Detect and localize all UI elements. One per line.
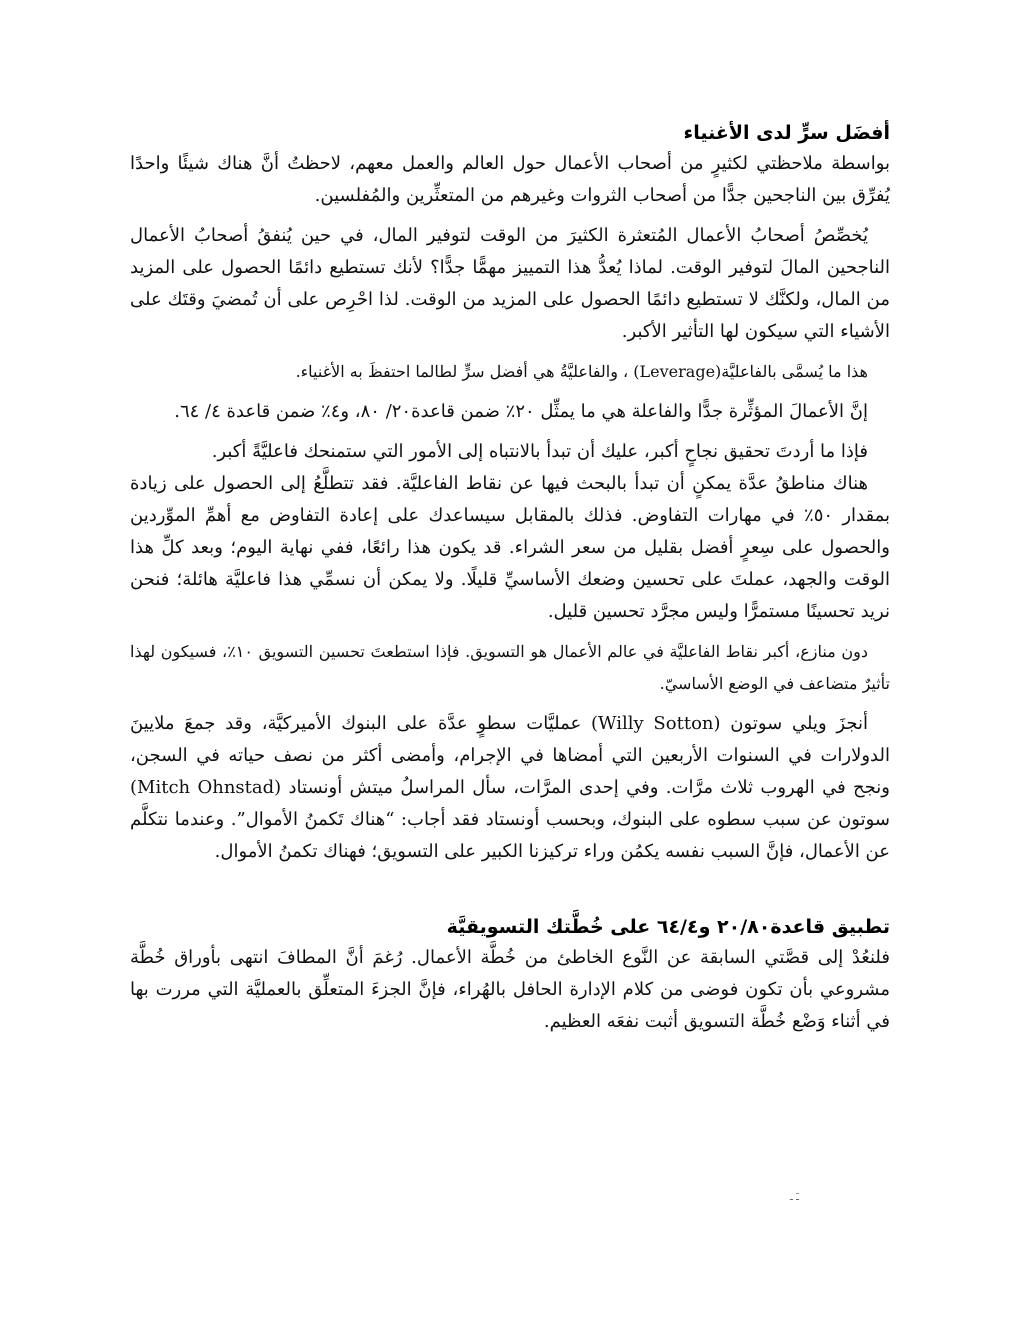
paragraph-observation: بواسطة ملاحظتي لكثيرٍ من أصحاب الأعمال حول العالم والعمل معهم، لاحظتُ أنَّ هناك شيئًا واحدًا يُفرِّق بين الناجحين جدًّا من أصحاب الثروات وغيرهم من المتعثِّرين والمُفلسين.	[130, 153, 890, 206]
paragraph-greater-success: فإذا ما أردتَ تحقيق نجاحٍ أكبر، عليك أن تبدأ بالانتباه إلى الأمور التي ستمنحك فاعليَّةً أكبر.	[211, 441, 868, 462]
paragraph-business-plan-story: فلنعُدْ إلى قصَّتي السابقة عن النَّوع الخاطئ من خُطَّة الأعمال. رُغمَ أنَّ المطافَ انتهى بأوراق خُطَّة مشروعي بأن تكون فوضى من كلام الإدارة الحافل بالهُراء، فإنَّ الجزءَ المتعلِّق بالعمليَّة التي مررت بها في أثناء وَضْع خُطَّة التسويق أثبت نفعَه العظيم.	[130, 947, 890, 1032]
document-page	[130, 118, 890, 1038]
section-heading-apply-rules: تطبيق قاعدة٢٠/٨٠ و٦٤/٤ على خُطَّتك التسويقيَّة	[446, 916, 890, 938]
paragraph-rule-percentages: إنَّ الأعمالَ المؤثِّرة جدًّا والفاعلة هي ما يمثِّل ٢٠٪ ضمن قاعدة٢٠/ ٨٠، و٤٪ ضمن قاعدة ٤/ ٦٤.	[174, 401, 868, 422]
paragraph-leverage-definition: هذا ما يُسمَّى بالفاعليَّة(Leverage) ، والفاعليَّةُ هي أفضل سرٍّ لطالما احتفظَ به الأغنياء.	[295, 362, 868, 381]
paragraph-leverage-areas: هناك مناطقُ عدَّة يمكنٍ أن تبدأ بالبحث فيها عن نقاط الفاعليَّة. فقد تتطلَّعُ إلى الحصول على زيادة بمقدار ٥٠٪ في مهارات التفاوض. فذلك بالمقابل سيساعدك على إعادة التفاوض مع أهمِّ الموِّردين والحصول على سِعرٍ أفضل بقليل من سعر الشراء. قد يكون هذا رائعًا، ففي نهاية اليوم؛ وبعد كلِّ هذا الوقت والجهد، عملتَ على تحسين وضعك الأساسيِّ قليلًا. ولا يمكن أن نسمِّي هذا فاعليَّة هائلة؛ فنحن نريد تحسينًا مستمرًّا وليس مجرَّد تحسين قليل.	[130, 473, 890, 622]
paragraph-marketing-leverage: دون منازع، أكبر نقاط الفاعليَّة في عالم الأعمال هو التسويق. فإذا استطعتَ تحسين التسويق ١٠٪، فسيكون لهذا تأثيرٌ متضاعف في الوضع الأساسيّ.	[130, 642, 890, 693]
paragraph-willy-sotton: أنجزَ ويلي سوتون (Willy Sotton) عمليَّات سطوٍ عدَّة على البنوك الأميركيَّة، وقد جمعَ ملايينَ الدولارات في السنوات الأربعين التي أمضاها في الإجرام، وأمضى أكثر من نصف حياته في السجن، ونجح في الهروب ثلاث مرَّات. وفي إحدى المرَّات، سأل المراسلُ ميتش أونستاد (Mitch Ohnstad) سوتون عن سبب سطوه على البنوك، وبحسب أونستاد فقد أجاب: “هناك تَكمنُ الأموال”. وعندما نتكلَّم عن الأعمال، فإنَّ السبب نفسه يكمُن وراء تركيزنا الكبير على التسويق؛ فهناك تكمنُ الأموال.	[130, 713, 891, 862]
section-heading-best-secret: أفضَل سرٍّ لدى الأغنياء	[683, 122, 890, 144]
paragraph-time-vs-money: يُخصِّصُ أصحابُ الأعمال المُتعثرة الكثيرَ من الوقت لتوفير المال، في حين يُنفقُ أصحابُ الأعمال الناجحين المالَ لتوفير الوقت. لماذا يُعدُّ هذا التمييز مهمًّا جدًّا؟ لأنك تستطيع دائمًا الحصول على المزيد من المال، ولكنَّك لا تستطيع دائمًا الحصول على المزيد من الوقت. لذا احْرِص على أن تُمضيَ وقتَك على الأشياء التي سيكون لها التأثير الأكبر.	[130, 225, 891, 342]
page-footer-mark: ـَ ـ	[790, 1192, 800, 1203]
